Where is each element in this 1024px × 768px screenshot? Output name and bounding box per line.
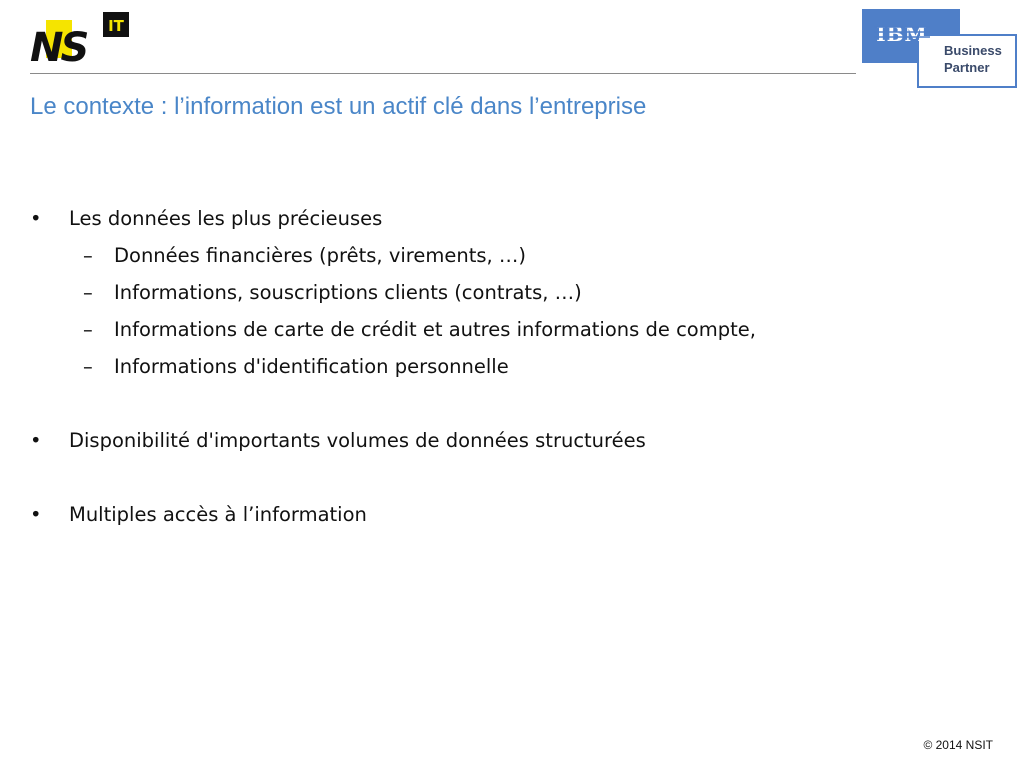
svg-text:NS: NS — [30, 25, 87, 70]
bullet-item — [0, 204, 1000, 382]
bullet-marker: • — [30, 207, 42, 230]
bullet-marker: • — [30, 503, 42, 526]
bullet-text: Multiples accès à l’information — [69, 503, 367, 526]
sub-bullet-text: Informations d'identification personnelle — [114, 355, 509, 378]
svg-text:IT: IT — [108, 17, 124, 35]
bullet-marker: • — [30, 429, 42, 452]
svg-text:IBM: IBM — [876, 22, 928, 46]
dash-marker: – — [83, 281, 93, 304]
dash-marker: – — [83, 355, 93, 378]
bullet-text: Disponibilité d'importants volumes de données structurées — [69, 429, 646, 452]
dash-marker: – — [83, 244, 93, 267]
svg-text:Partner: Partner — [944, 60, 990, 75]
dash-marker: – — [83, 318, 93, 341]
bullet-text: Les données les plus précieuses — [69, 207, 383, 230]
sub-bullet-text: Informations, souscriptions clients (contrats, …) — [114, 281, 582, 304]
sub-bullet-list — [69, 241, 1000, 382]
ibm-business-partner-logo — [862, 9, 1017, 88]
slide-title: Le contexte : l’information est un actif clé dans l’entreprise — [30, 93, 647, 120]
sub-bullet-text: Informations de carte de crédit et autres informations de compte, — [114, 318, 756, 341]
sub-bullet-item — [69, 241, 1000, 271]
sub-bullet-text: Données financières (prêts, virements, …) — [114, 244, 527, 267]
sub-bullet-item — [69, 315, 1000, 345]
header-divider — [30, 73, 856, 74]
sub-bullet-item — [69, 278, 1000, 308]
svg-text:Business: Business — [944, 43, 1002, 58]
bullet-list — [0, 204, 1000, 530]
bullet-item — [0, 500, 1000, 530]
bullet-item — [0, 426, 1000, 456]
sub-bullet-item — [69, 352, 1000, 382]
nsit-logo — [30, 12, 130, 70]
copyright-notice: © 2014 NSIT — [923, 738, 993, 752]
